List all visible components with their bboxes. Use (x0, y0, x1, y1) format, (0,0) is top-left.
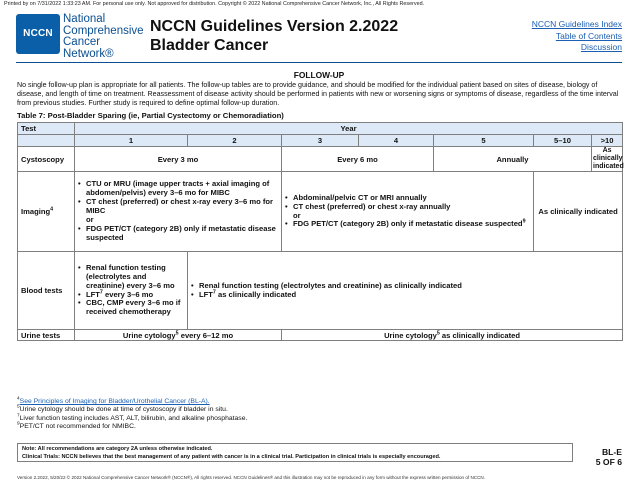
cystoscopy-y1-2: Every 3 mo (75, 147, 282, 172)
imaging-or-2: or (293, 210, 301, 220)
org-line: Comprehensive (63, 24, 144, 37)
urine-y1-2-sup: 5 (175, 329, 179, 336)
cystoscopy-y5-10: Annually (434, 147, 592, 172)
urine-y3plus-prefix: Urine cytology (384, 330, 437, 340)
imaging-y1-2-item: • CTU or MRU (image upper tracts + axial imaging of abdomen/pelvis) every 3–6 mo for MIBC (78, 180, 278, 198)
blood-y1 (75, 252, 188, 330)
imaging-y3-5-item (285, 220, 530, 229)
followup-table (17, 122, 623, 341)
footnote-text: Urine cytology should be done at time of cystoscopy if bladder in situ. (19, 406, 228, 414)
footnote-num: 7 (17, 413, 20, 419)
footnote (17, 423, 247, 431)
page-number: 5 OF 6 (595, 457, 622, 467)
org-line: National (63, 13, 106, 25)
guideline-title (150, 17, 398, 55)
org-name (63, 14, 144, 60)
top-links (532, 19, 622, 54)
urine-y3plus (282, 330, 623, 341)
blood-y1-lft-prefix: LFT (86, 289, 100, 299)
blood-y2plus (188, 252, 623, 330)
org-line: Cancer (63, 36, 101, 48)
footnote (17, 415, 247, 423)
page-code: BL-E (601, 447, 622, 457)
blood-y1-lft-suffix: every 3–6 mo (102, 289, 154, 299)
org-line: Network® (63, 47, 114, 60)
test-header: Test (18, 123, 75, 135)
year-1-header: 1 (75, 135, 188, 147)
clinical-trials-line: Clinical Trials: NCCN believes that the best management of any patient with cancer is in a clinical trial. Participation in clinical trials is especially encouraged. (22, 454, 441, 461)
urine-y1-2-prefix: Urine cytology (122, 330, 176, 340)
footnote-num: 4 (17, 396, 20, 402)
urine-label: Urine tests (18, 330, 75, 341)
imaging-label-text: Imaging (21, 207, 51, 216)
year-header: Year (75, 123, 623, 135)
urine-y3plus-sup: 5 (436, 329, 440, 336)
cystoscopy-y3-4: Every 6 mo (282, 147, 434, 172)
blood-y1-lft-sup: 7 (99, 288, 103, 295)
year-5-header: 5 (434, 135, 534, 147)
link-table-of-contents[interactable]: Table of Contents (555, 30, 622, 41)
cystoscopy-label: Cystoscopy (18, 147, 75, 172)
imaging-y1-2 (75, 172, 282, 252)
note-line: Note: All recommendations are category 2A unless otherwise indicated. (22, 446, 213, 452)
imaging-label-sup: 4 (50, 206, 54, 213)
intro-paragraph: No single follow-up plan is appropriate for all patients. The follow-up tables are to provide guidance, and should be modified for the individual patient based on sites of disease, biology of disease, and length of time on treatment. Reassessment of disease activity should be performed in patients with new or worsening signs or symptoms of disease, regardless of the time interval from previous studies. Further study is required to define optimal follow-up duration. (17, 81, 619, 108)
print-notice: Printed by on 7/31/2022 1:33:23 AM. For personal use only. Not approved for distribution. Copyright © 2022 National Comprehensive Cancer Network, Inc., All Rights Reserved. (4, 1, 425, 7)
guideline-version: NCCN Guidelines Version 2.2022 (150, 18, 399, 35)
blood-y1-item: • CBC, CMP every 3–6 mo if received chemotherapy (78, 299, 184, 317)
footnote-num: 9 (17, 421, 20, 427)
imaging-y3-5-pet-text: FDG PET/CT (category 2B) only if metastatic disease suspected (293, 219, 523, 229)
year-2-header: 2 (188, 135, 282, 147)
blood-label: Blood tests (18, 252, 75, 330)
year-3-header: 3 (282, 135, 359, 147)
blank-header (18, 135, 75, 147)
imaging-y3-5-item: • Abdominal/pelvic CT or MRI annually (285, 194, 530, 203)
imaging-or: or (86, 214, 94, 224)
cystoscopy-row (18, 147, 623, 172)
imaging-y3-5 (282, 172, 534, 252)
imaging-label (18, 172, 75, 252)
cystoscopy-gt10: As clinically indicated (593, 147, 624, 170)
imaging-y1-2-item: • FDG PET/CT (category 2B) only if metastatic disease suspected (78, 225, 278, 243)
imaging-y5plus: As clinically indicated (534, 172, 623, 252)
link-discussion[interactable]: Discussion (580, 42, 622, 52)
footnote (17, 406, 247, 414)
nccn-logo (16, 14, 60, 54)
page-identifier (596, 447, 622, 467)
urine-y1-2 (75, 330, 282, 341)
blood-y1-item: • Renal function testing (electrolytes and creatinine) every 3–6 mo (78, 264, 184, 291)
blood-y2plus-item: • Renal function testing (electrolytes and creatinine) as clinically indicated (191, 282, 619, 291)
urine-y1-2-suffix: every 6–12 mo (178, 330, 234, 340)
note-box (17, 443, 573, 462)
header-row-2 (18, 135, 623, 147)
logo-text: NCCN (23, 28, 53, 39)
imaging-y3-5-item: • CT chest (preferred) or chest x-ray annually (285, 203, 530, 212)
footnote-link-imaging-principles[interactable]: See Principles of Imaging for Bladder/Urothelial Cancer (BL-A). (19, 398, 210, 405)
imaging-row (18, 172, 623, 252)
year-gt10-header: >10 (592, 135, 623, 147)
header-divider (16, 62, 622, 63)
year-5-10-header: 5–10 (534, 135, 592, 147)
footnote-num: 5 (17, 405, 20, 411)
copyright-line: Version 2.2022, 5/20/22 © 2022 National Comprehensive Cancer Network® (NCCN®), All rights reserved. NCCN Guidelines® and this illustration may not be reproduced in any form without the express written permission of NCCN. (17, 475, 486, 480)
table-caption: Table 7: Post-Bladder Sparing (ie, Partial Cystectomy or Chemoradiation) (17, 111, 284, 120)
blood-y2plus-item (191, 288, 619, 300)
blood-y2-lft-sup: 7 (212, 288, 216, 295)
blood-y2-lft-suffix: as clinically indicated (215, 289, 297, 299)
imaging-y1-2-item: • CT chest (preferred) or chest x-ray every 3–6 mo for MIBC (78, 198, 278, 216)
footnote-text: Liver function testing includes AST, ALT, bilirubin, and alkaline phosphatase. (19, 414, 248, 422)
footnotes (17, 398, 247, 431)
link-guidelines-index[interactable]: NCCN Guidelines Index (531, 19, 622, 29)
urine-y3plus-suffix: as clinically indicated (439, 330, 520, 340)
year-4-header: 4 (359, 135, 434, 147)
urine-row (18, 330, 623, 341)
imaging-y3-5-sup: 9 (522, 218, 526, 225)
header-row-1 (18, 123, 623, 135)
guideline-subtitle: Bladder Cancer (150, 37, 269, 54)
section-title: FOLLOW-UP (293, 70, 345, 80)
footnote-text: PET/CT not recommended for NMIBC. (19, 422, 136, 430)
blood-y2-lft-prefix: LFT (199, 289, 213, 299)
blood-row (18, 252, 623, 330)
